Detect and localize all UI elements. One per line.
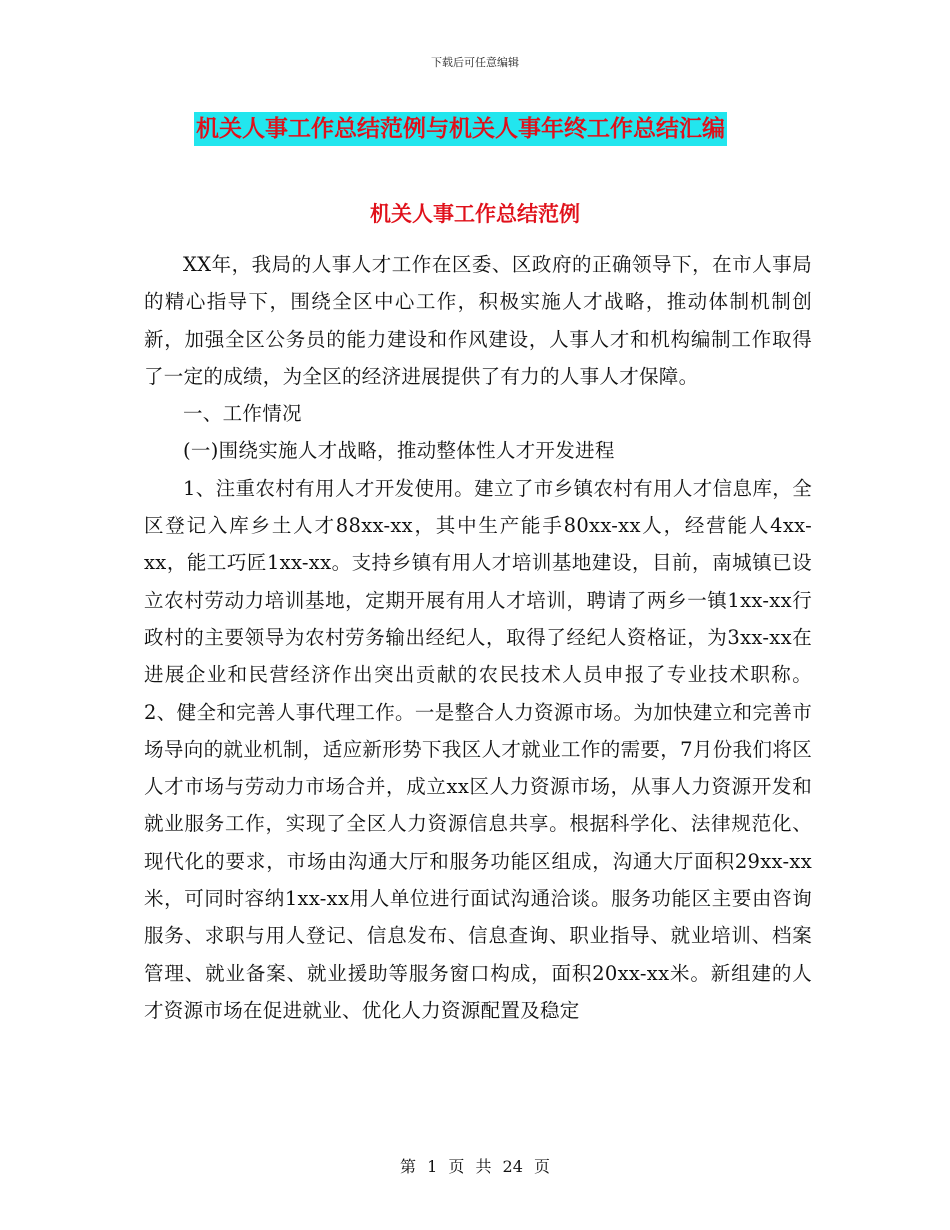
paragraph: XX年，我局的人事人才工作在区委、区政府的正确领导下，在市人事局的精心指导下，围绕全区中心工作，积极实施人才战略，推动体制机制创新，加强全区公务员的能力建设和作风建设，人事人才和机构编制工作取得了一定的成绩，为全区的经济进展提供了有力的人事人才保障。 — [144, 253, 812, 388]
document-main-title: 机关人事工作总结范例与机关人事年终工作总结汇编 — [194, 112, 727, 146]
document-body — [144, 246, 812, 1029]
page-footer: 第 1 页 共 24 页 — [400, 1157, 550, 1176]
paragraph-subheading: (一)围绕实施人才战略，推动整体性人才开发进程 — [183, 439, 615, 463]
section-title: 机关人事工作总结范例 — [370, 201, 580, 226]
paragraph-heading: 一、工作情况 — [183, 402, 302, 426]
paragraph: 1、注重农村有用人才开发使用。建立了市乡镇农村有用人才信息库，全区登记入库乡土人才88xx-xx，其中生产能手80xx-xx人，经营能人4xx-xx，能工巧匠1xx-xx。支持乡镇有用人才培训基地建设，目前，南城镇已设立农村劳动力培训基地，定期开展有用人才培训，聘请了两乡一镇1xx-xx行政村的主要领导为农村劳务输出经纪人，取得了经纪人资格证，为3xx-xx在进展企业和民营经济作出突出贡献的农民技术人员申报了专业技术职称。 2、健全和完善人事代理工作。一是整合人力资源市场。为加快建立和完善市场导向的就业机制，适应新形势下我区人才就业工作的需要，7月份我们将区人才市场与劳动力市场合并，成立xx区人力资源市场，从事人力资源开发和就业服务工作，实现了全区人力资源信息共享。根据科学化、法律规范化、现代化的要求，市场由沟通大厅和服务功能区组成，沟通大厅面积29xx-xx米，可同时容纳1xx-xx用人单位进行面试沟通洽谈。服务功能区主要由咨询服务、求职与用人登记、信息发布、信息查询、职业指导、就业培训、档案管理、就业备案、就业援助等服务窗口构成，面积20xx-xx米。新组建的人才资源市场在促进就业、优化人力资源配置及稳定 — [144, 476, 812, 1022]
header-note: 下载后可任意编辑 — [431, 56, 519, 69]
